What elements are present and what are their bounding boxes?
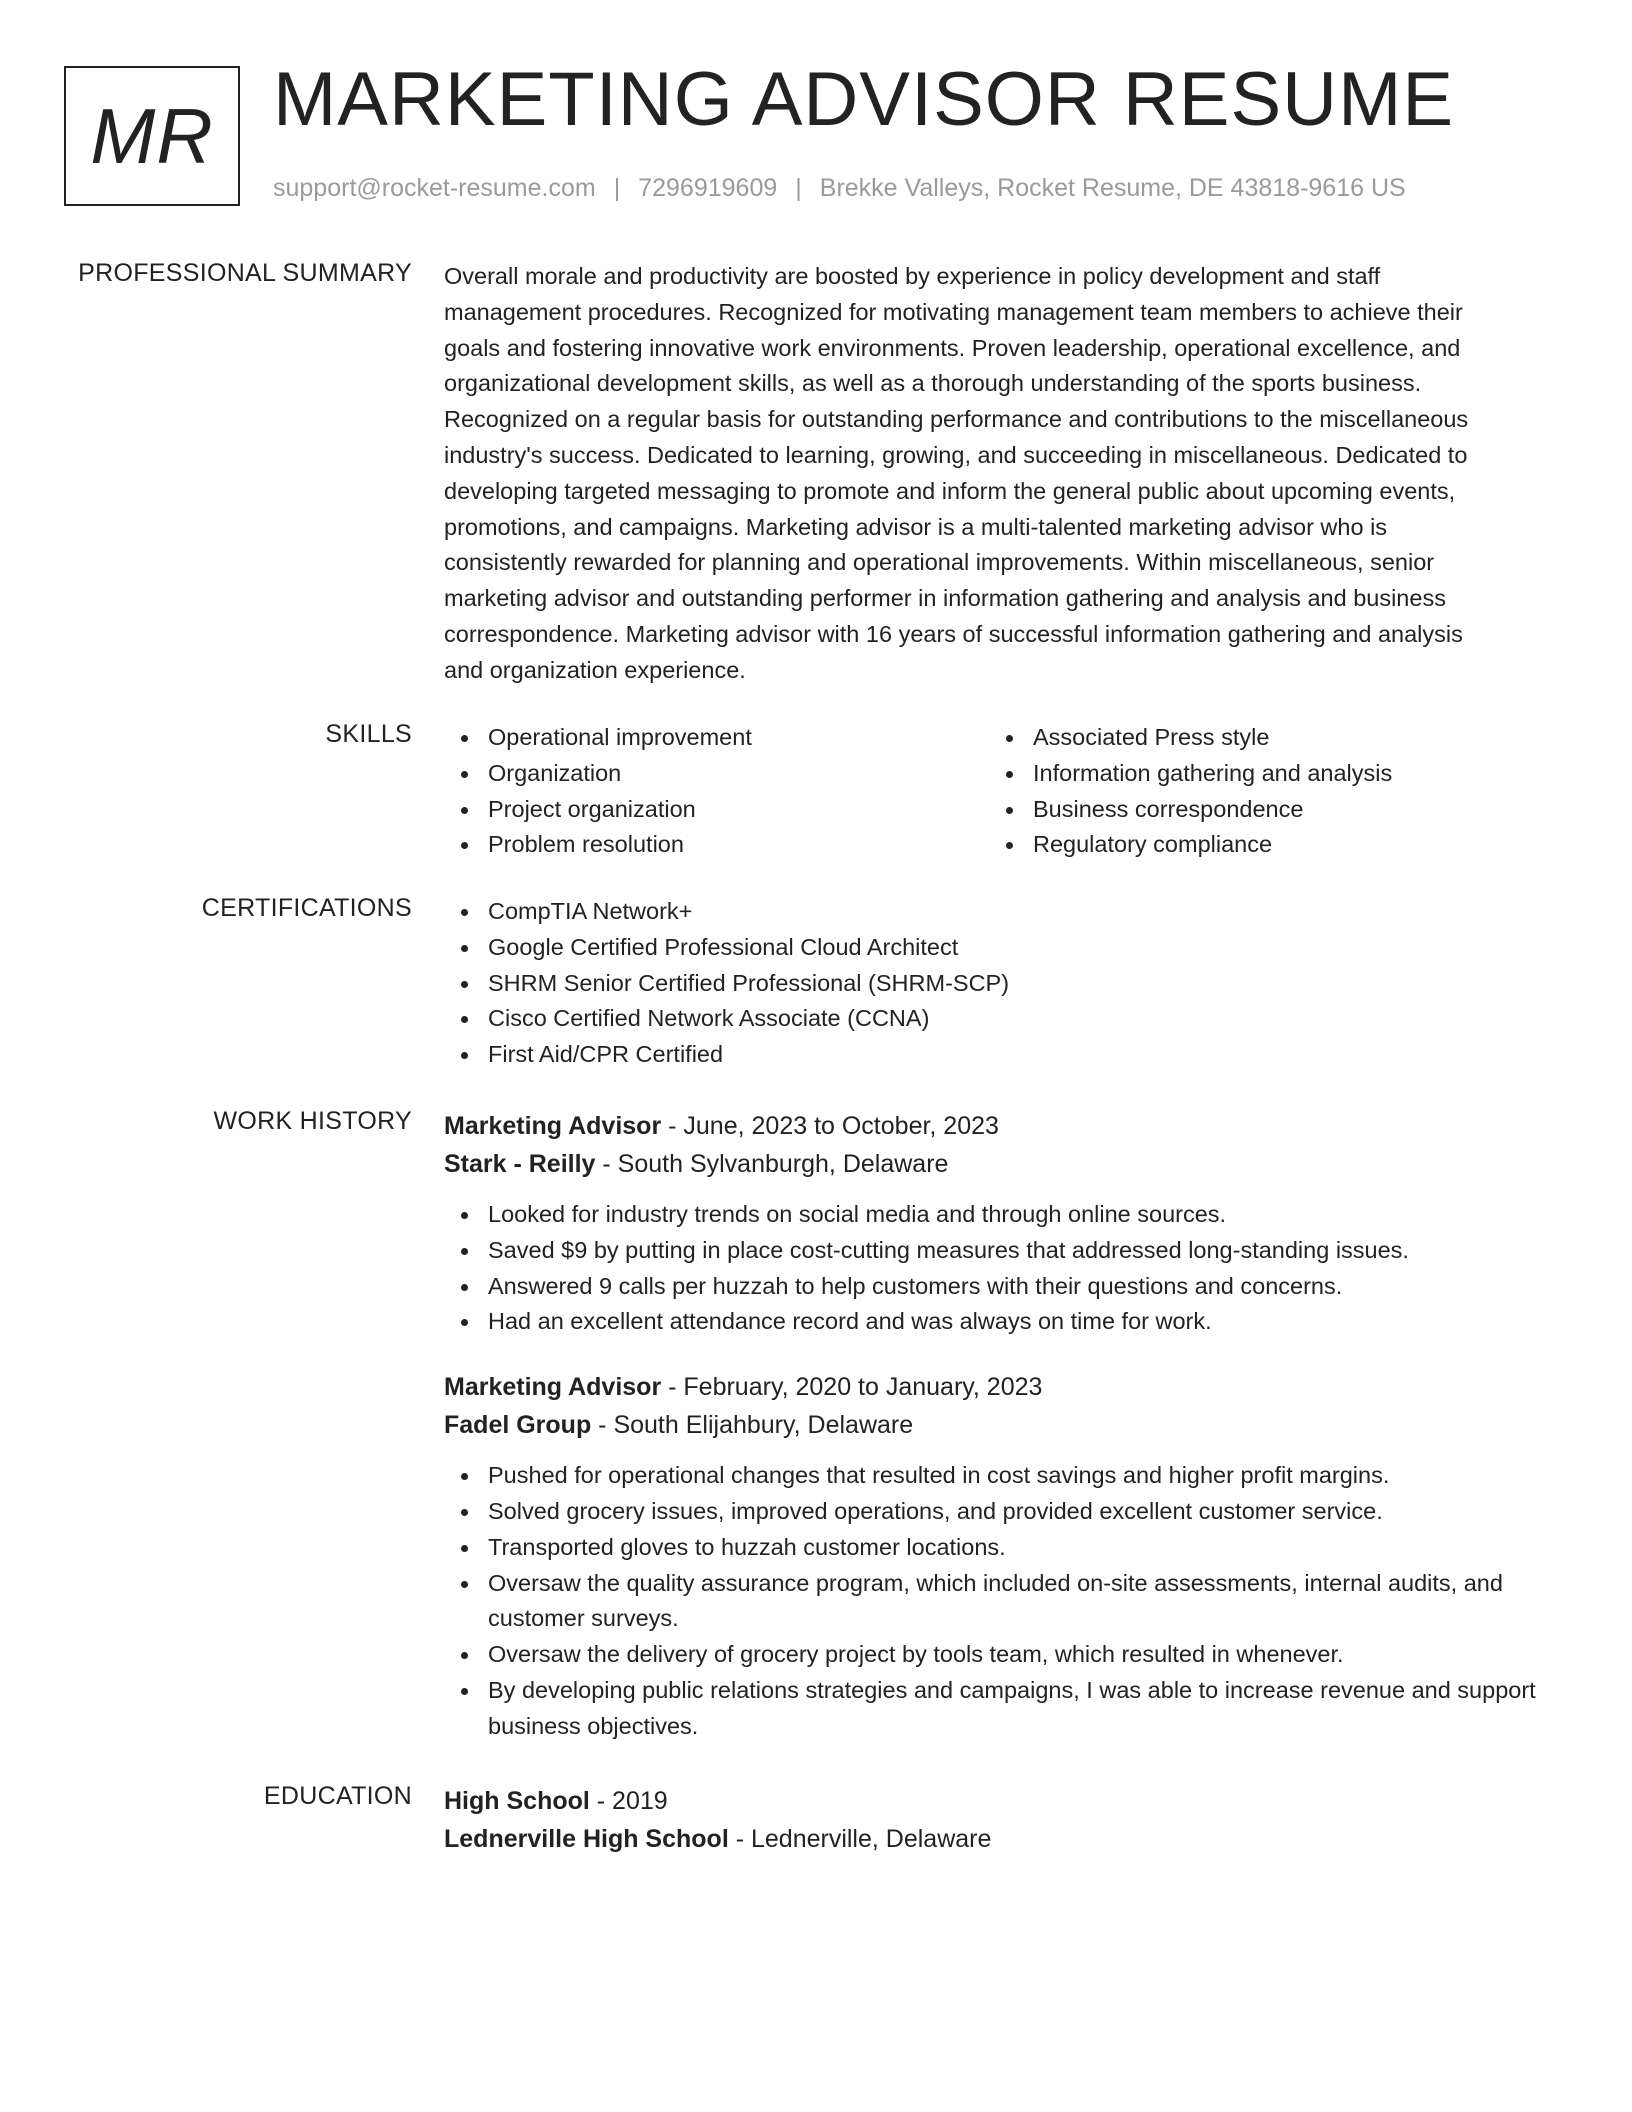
job-duty: Oversaw the quality assurance program, which included on-site assessments, internal audits, and customer surveys.: [444, 1566, 1556, 1638]
certification-item: Cisco Certified Network Associate (CCNA): [444, 1001, 1556, 1037]
summary-line: marketing advisor and outstanding performer in information gathering and analysis and business: [444, 585, 1446, 612]
company-location: - South Elijahbury, Delaware: [591, 1411, 914, 1440]
summary-line: Recognized on a regular basis for outstanding performance and contributions to the miscellaneous: [444, 406, 1469, 433]
summary-line: correspondence. Marketing advisor with 16 years of successful information gathering and analysis: [444, 620, 1463, 647]
section-heading-skills: SKILLS: [325, 720, 412, 748]
job-dates: - June, 2023 to October, 2023: [661, 1112, 999, 1140]
job-title: Marketing Advisor: [444, 1112, 662, 1140]
certification-item: First Aid/CPR Certified: [444, 1037, 1556, 1073]
job-title-line: [444, 1107, 1556, 1145]
job-entry: [444, 1107, 1556, 1340]
job-duty: Looked for industry trends on social media and through online sources.: [444, 1197, 1556, 1233]
section-heading-summary: PROFESSIONAL SUMMARY: [78, 259, 412, 287]
job-entry: [444, 1368, 1556, 1744]
monogram-logo: MR: [64, 66, 240, 206]
education-school: Lednerville High School: [444, 1825, 729, 1853]
summary-line: goals and fostering innovative work environments. Proven leadership, operational excellence, and: [444, 334, 1461, 361]
summary-text: [444, 259, 1556, 689]
education-school-line: [444, 1820, 1556, 1858]
contact-separator: |: [613, 174, 621, 202]
summary-line: consistently rewarded for planning and operational improvements. Within miscellaneous, senior: [444, 549, 1435, 576]
skill-item: Regulatory compliance: [989, 827, 1534, 863]
page-title: MARKETING ADVISOR RESUME: [273, 57, 1455, 142]
summary-line: and organization experience.: [444, 656, 746, 683]
work-history-body: [444, 1107, 1556, 1745]
education-degree-line: [444, 1782, 1556, 1820]
section-heading-education: EDUCATION: [263, 1782, 412, 1810]
education-year: - 2019: [589, 1787, 668, 1815]
job-duty: Pushed for operational changes that resulted in cost savings and higher profit margins.: [444, 1458, 1556, 1494]
certification-item: Google Certified Professional Cloud Architect: [444, 930, 1556, 966]
certifications-list: [444, 894, 1556, 1073]
section-heading-work-history: WORK HISTORY: [213, 1107, 412, 1135]
summary-line: developing targeted messaging to promote and inform the general public about upcoming events,: [444, 477, 1456, 504]
section-heading-certifications: CERTIFICATIONS: [201, 894, 412, 922]
job-duty: Had an excellent attendance record and was always on time for work.: [444, 1304, 1556, 1340]
job-duty: Saved $9 by putting in place cost-cutting measures that addressed long-standing issues.: [444, 1233, 1556, 1269]
skill-item: Organization: [444, 756, 989, 792]
education-location: - Lednerville, Delaware: [728, 1825, 992, 1853]
job-duty: Answered 9 calls per huzzah to help customers with their questions and concerns.: [444, 1269, 1556, 1305]
contact-email: support@rocket-resume.com: [273, 174, 596, 202]
skills-list: [444, 720, 1556, 863]
company-name: Fadel Group: [444, 1411, 592, 1440]
summary-line: industry's success. Dedicated to learning, growing, and succeeding in miscellaneous. Dedicated to: [444, 441, 1468, 468]
contact-phone: 7296919609: [638, 174, 778, 202]
education-body: [444, 1782, 1556, 1858]
company-name: Stark - Reilly: [444, 1150, 596, 1178]
job-duties: [444, 1458, 1556, 1744]
summary-line: Overall morale and productivity are boosted by experience in policy development and staff: [444, 263, 1381, 289]
skills-column-right: [989, 720, 1534, 863]
job-duty: Oversaw the delivery of grocery project by tools team, which resulted in whenever.: [444, 1637, 1556, 1673]
job-title: Marketing Advisor: [444, 1373, 662, 1402]
company-line: [444, 1145, 1556, 1183]
certification-item: SHRM Senior Certified Professional (SHRM-SCP): [444, 966, 1556, 1002]
skill-item: Business correspondence: [989, 792, 1534, 828]
skill-item: Information gathering and analysis: [989, 756, 1534, 792]
job-duty: Transported gloves to huzzah customer locations.: [444, 1530, 1556, 1566]
company-location: - South Sylvanburgh, Delaware: [595, 1150, 949, 1178]
education-degree: High School: [444, 1787, 590, 1815]
job-duties: [444, 1197, 1556, 1340]
summary-line: promotions, and campaigns. Marketing advisor is a multi-talented marketing advisor who is: [444, 513, 1388, 540]
skill-item: Problem resolution: [444, 827, 989, 863]
company-line: [444, 1406, 1556, 1444]
certification-item: CompTIA Network+: [444, 894, 1556, 930]
job-title-line: [444, 1368, 1556, 1406]
job-dates: - February, 2020 to January, 2023: [661, 1373, 1043, 1402]
job-duty: By developing public relations strategies and campaigns, I was able to increase revenue and support business objectives.: [444, 1673, 1556, 1745]
skill-item: Operational improvement: [444, 720, 989, 756]
skill-item: Project organization: [444, 792, 989, 828]
skills-column-left: [444, 720, 989, 863]
job-duty: Solved grocery issues, improved operations, and provided excellent customer service.: [444, 1494, 1556, 1530]
summary-line: organizational development skills, as well as a thorough understanding of the sports business.: [444, 370, 1422, 397]
skill-item: Associated Press style: [989, 720, 1534, 756]
contact-address: Brekke Valleys, Rocket Resume, DE 43818-9616 US: [819, 174, 1406, 202]
summary-line: management procedures. Recognized for motivating management team members to achieve their: [444, 298, 1463, 325]
contact-line: [273, 174, 1406, 203]
contact-separator: |: [795, 174, 802, 202]
